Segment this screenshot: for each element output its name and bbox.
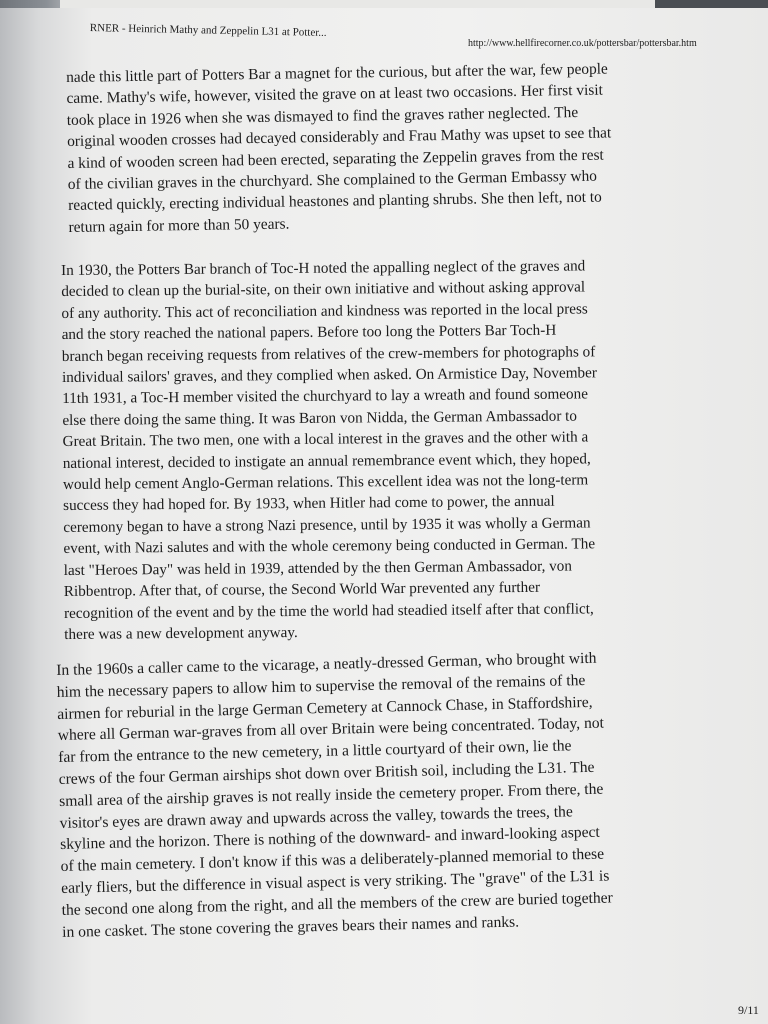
text-line: event, with Nazi salutes and with the whole ceremony being conducted in German. The — [63, 535, 596, 558]
text-line: a kind of wooden screen had been erected, separating the Zeppelin graves from the rest — [67, 146, 604, 172]
page-header-url: http://www.hellfirecorner.co.uk/pottersbar/pottersbar.htm — [468, 38, 697, 49]
text-line: In the 1960s a caller came to the vicarage, a neatly-dressed German, who brought with — [56, 649, 597, 679]
text-line: 11th 1931, a Toc-H member visited the churchyard to lay a wreath and found someone — [62, 385, 588, 408]
text-line: far from the entrance to the new cemetery, in a little courtyard of their own, lie the — [58, 737, 572, 767]
page-number: 9/11 — [738, 1003, 759, 1017]
text-line: last "Heroes Day" was held in 1939, attended by the then German Ambassador, von — [63, 557, 572, 579]
text-line: of the civilian graves in the churchyard. She complained to the German Embassy who — [67, 167, 598, 194]
text-line: branch began receiving requests from relatives of the crew-members for photographs of — [61, 342, 596, 365]
text-line: national interest, decided to instigate an annual remembrance event which, they hoped, — [62, 450, 591, 472]
text-line: ceremony began to have a strong Nazi presence, until by 1935 it was wholly a German — [63, 514, 591, 536]
text-line: reacted quickly, erecting individual heastones and planting shrubs. She then left, not to — [68, 189, 602, 215]
text-line: of the main cemetery. I don't know if this was a deliberately-planned memorial to these — [60, 845, 605, 876]
text-line: success they had hoped for. By 1933, when Hitler had come to power, the annual — [63, 493, 555, 515]
text-line: else there doing the same thing. It was Baron von Nidda, the German Ambassador to — [62, 407, 578, 429]
text-line: there was a new development anyway. — [64, 623, 298, 643]
text-line: would help cement Anglo-German relations. This excellent idea was not the long-term — [62, 471, 589, 494]
text-line: original wooden crosses had decayed considerably and Frau Mathy was upset to see that — [67, 124, 612, 151]
text-line: return again for more than 50 years. — [68, 215, 290, 236]
text-line: of any authority. This act of reconciliation and kindness was reported in the local press — [61, 300, 588, 322]
text-line: crews of the four German airships shot down over British soil, including the L31. The — [58, 758, 595, 788]
printed-page — [0, 8, 768, 1024]
text-line: and the story reached the national papers. Before too long the Potters Bar Toch-H — [61, 321, 557, 344]
text-line: In 1930, the Potters Bar branch of Toc-H noted the appalling neglect of the graves and — [61, 257, 586, 279]
paragraph-1 — [66, 58, 613, 238]
text-line: came. Mathy's wife, however, visited the grave on at least two occasions. Her first visit — [66, 81, 603, 108]
text-line: visitor's eyes are drawn away and upwards across the valley, towards the trees, the — [59, 802, 573, 832]
text-line: took place in 1926 when she was dismayed to find the graves rather neglected. The — [66, 103, 579, 129]
text-line: early fliers, but the difference in visual aspect is very striking. The "grave" of the L31 is — [60, 867, 610, 897]
text-line: recognition of the event and by the time the world had steadied itself after that conflict, — [64, 599, 594, 622]
text-line: in one casket. The stone covering the graves bears their names and ranks. — [61, 913, 520, 941]
paragraph-3 — [56, 647, 614, 943]
text-line: Great Britain. The two men, one with a local interest in the graves and the other with a — [62, 428, 589, 451]
text-line: airmen for reburial in the large German Cemetery at Cannock Chase, in Staffordshire, — [57, 693, 593, 723]
text-line: skyline and the horizon. There is nothing of the downward- and inward-looking aspect — [60, 824, 600, 854]
text-line: him the necessary papers to allow him to supervise the removal of the remains of the — [56, 671, 586, 701]
text-line: the second one along from the right, and all the members of the crew are buried together — [61, 889, 613, 919]
text-line: nade this little part of Potters Bar a magnet for the curious, but after the war, few people — [66, 60, 608, 86]
text-line: individual sailors' graves, and they complied when asked. On Armistice Day, November — [61, 364, 597, 387]
text-line: small area of the airship graves is not really inside the cemetery proper. From there, the — [59, 780, 604, 810]
text-line: Ribbentrop. After that, of course, the Second World War prevented any further — [63, 578, 541, 601]
text-line: where all German war-graves from all over Britain were being concentrated. Today, not — [57, 714, 605, 745]
text-line: decided to clean up the burial-site, on their own initiative and without asking approval — [61, 278, 586, 301]
paragraph-2 — [61, 255, 599, 645]
page-header-title: RNER - Heinrich Mathy and Zeppelin L31 at Potter... — [89, 22, 327, 39]
